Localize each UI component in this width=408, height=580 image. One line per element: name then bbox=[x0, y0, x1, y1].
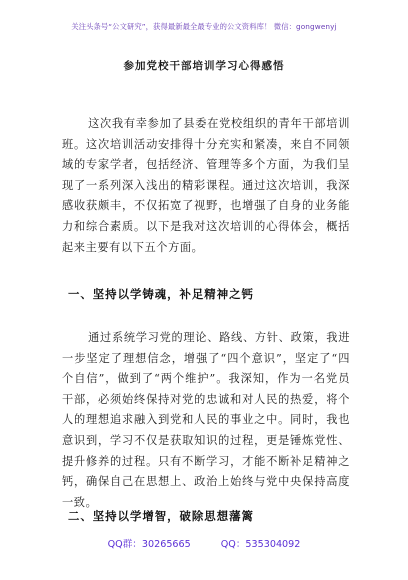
section-heading-2: 二、坚持以学增智，破除思想藩篱 bbox=[68, 509, 254, 523]
intro-paragraph bbox=[62, 114, 350, 258]
promo-banner: 关注头条号“公文研究”，获得最新最全最专业的公文资料库！ 微信：gongwenyj bbox=[71, 22, 337, 31]
footer-contact bbox=[0, 536, 408, 550]
qq-number: QQ：535304092 bbox=[220, 539, 301, 550]
intro-text: 这次我有幸参加了县委在党校组织的青年干部培训班。这次培训活动安排得十分充实和紧凑，来自不同领域的专家学者，包括经济、管理等多个方面，为我们呈现了一系列深入浅出的精彩课程。通过这次培训，我深感收获颇丰，不仅拓宽了视野，也增强了自身的业务能力和综合素质。以下是我对这次培训的心得体会，概括起来主要有以下五个方面。 bbox=[62, 117, 350, 254]
section-1-paragraph bbox=[62, 328, 350, 513]
section-1-text: 通过系统学习党的理论、路线、方针、政策，我进一步坚定了理想信念，增强了“四个意识”，坚定了“四个自信”，做到了“两个维护”。我深知，作为一名党员干部，必须始终保持对党的忠诚和对人民的热爱，将个人的理想追求融入到党和人民的事业之中。同时，我也意识到，学习不仅是获取知识的过程，更是锤炼党性、提升修养的过程。只有不断学习，才能不断补足精神之钙，确保自己在思想上、政治上始终与党中央保持高度一致。 bbox=[62, 331, 350, 509]
page-title: 参加党校干部培训学习心得感悟 bbox=[123, 60, 285, 72]
qq-group-number: QQ群：30265665 bbox=[107, 539, 191, 550]
section-heading-1: 一、坚持以学铸魂，补足精神之钙 bbox=[68, 287, 254, 301]
